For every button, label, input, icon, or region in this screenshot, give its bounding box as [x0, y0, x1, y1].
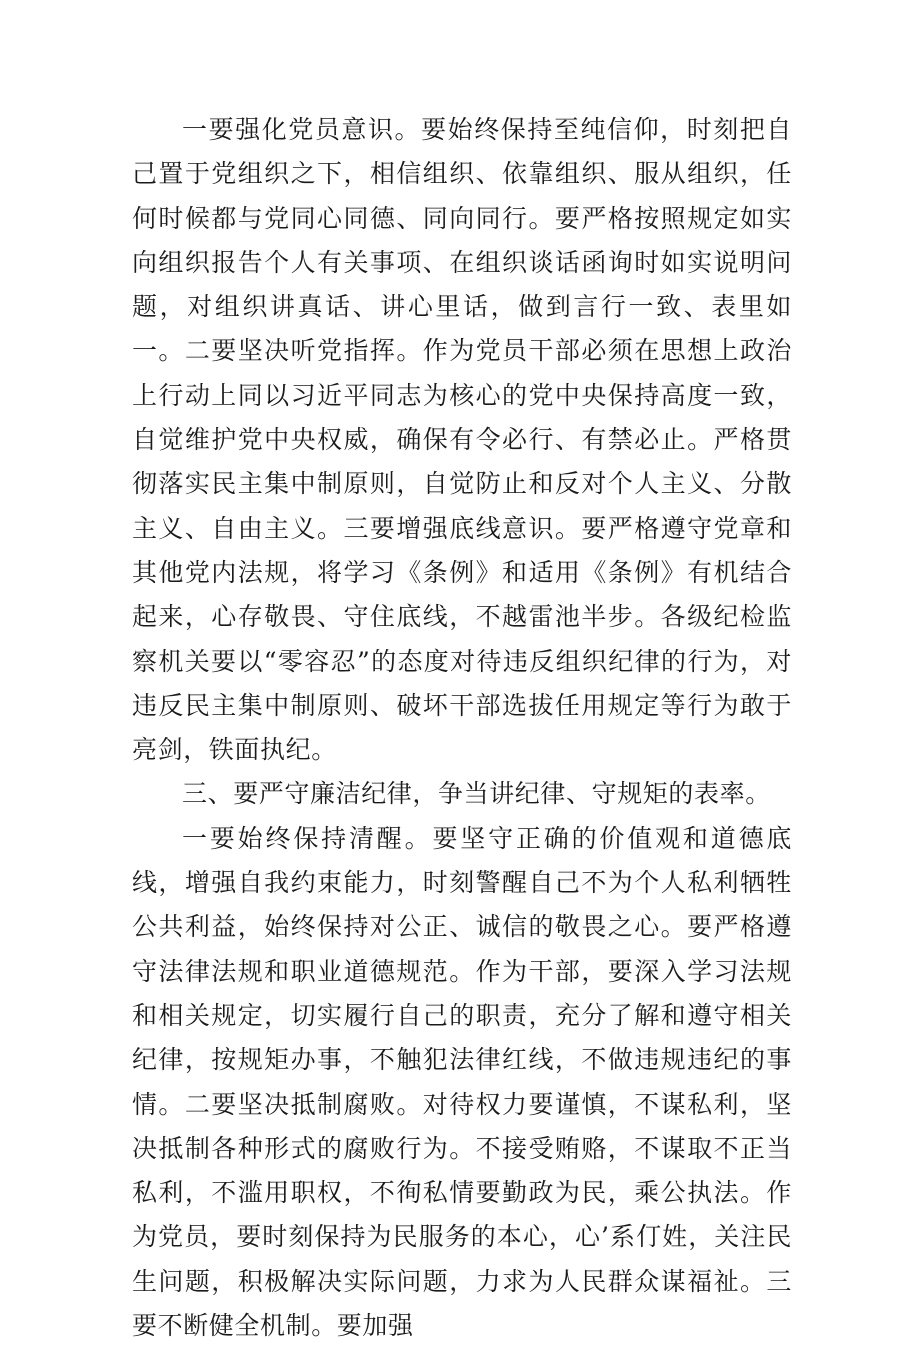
section-heading-integrity-discipline: 三、要严守廉洁纪律，争当讲纪律、守规矩的表率。	[182, 779, 771, 809]
paragraph-integrity-discipline: 一要始终保持清醒。要坚守正确的价值观和道德底线，增强自我约束能力，时刻警醒自己不为个人私利牺牲公共利益，始终保持对公正、诚信的敬畏之心。要严格遵守法律法规和职业道德规范。作为干部，要深入学习法规和相关规定，切实履行自己的职责，充分了解和遵守相关纪律，按规矩办事，不触犯法律红线，不做违规违纪的事情。二要坚决抵制腐败。对待权力要谨慎，不谋私利，坚决抵制各种形式的腐败行为。不接受贿赂，不谋取不正当私利，不滥用职权，不徇私情要勤政为民，乘公执法。作为党员，要时刻保持为民服务的本心，心’系仃姓，关注民生问题，积极解决实际问题，力求为人民群众谋福祉。三要不断健全机制。要加强	[132, 823, 792, 1341]
paragraph-organization-discipline: 一要强化党员意识。要始终保持至纯信仰，时刻把自己置于党组织之下，相信组织、依靠组织、服从组织，任何时候都与党同心同德、同向同行。要严格按照规定如实向组织报告个人有关事项、在组织谈话函询时如实说明问题，对组织讲真话、讲心里话，做到言行一致、表里如一。二要坚决听党指挥。作为党员干部必须在思想上政治上行动上同以习近平同志为核心的党中央保持高度一致，自觉维护党中央权威，确保有令必行、有禁必止。严格贯彻落实民主集中制原则，自觉防止和反对个人主义、分散主义、自由主义。三要增强底线意识。要严格遵守党章和其他党内法规，将学习《条例》和适用《条例》有机结合起来，心存敬畏、守住底线，不越雷池半步。各级纪检监察机关要以“零容忍”的态度对待违反组织纪律的行为，对违反民主集中制原则、破坏干部选拔任用规定等行为敢于亮剑，铁面执纪。	[132, 115, 792, 765]
document-body	[132, 108, 792, 1348]
